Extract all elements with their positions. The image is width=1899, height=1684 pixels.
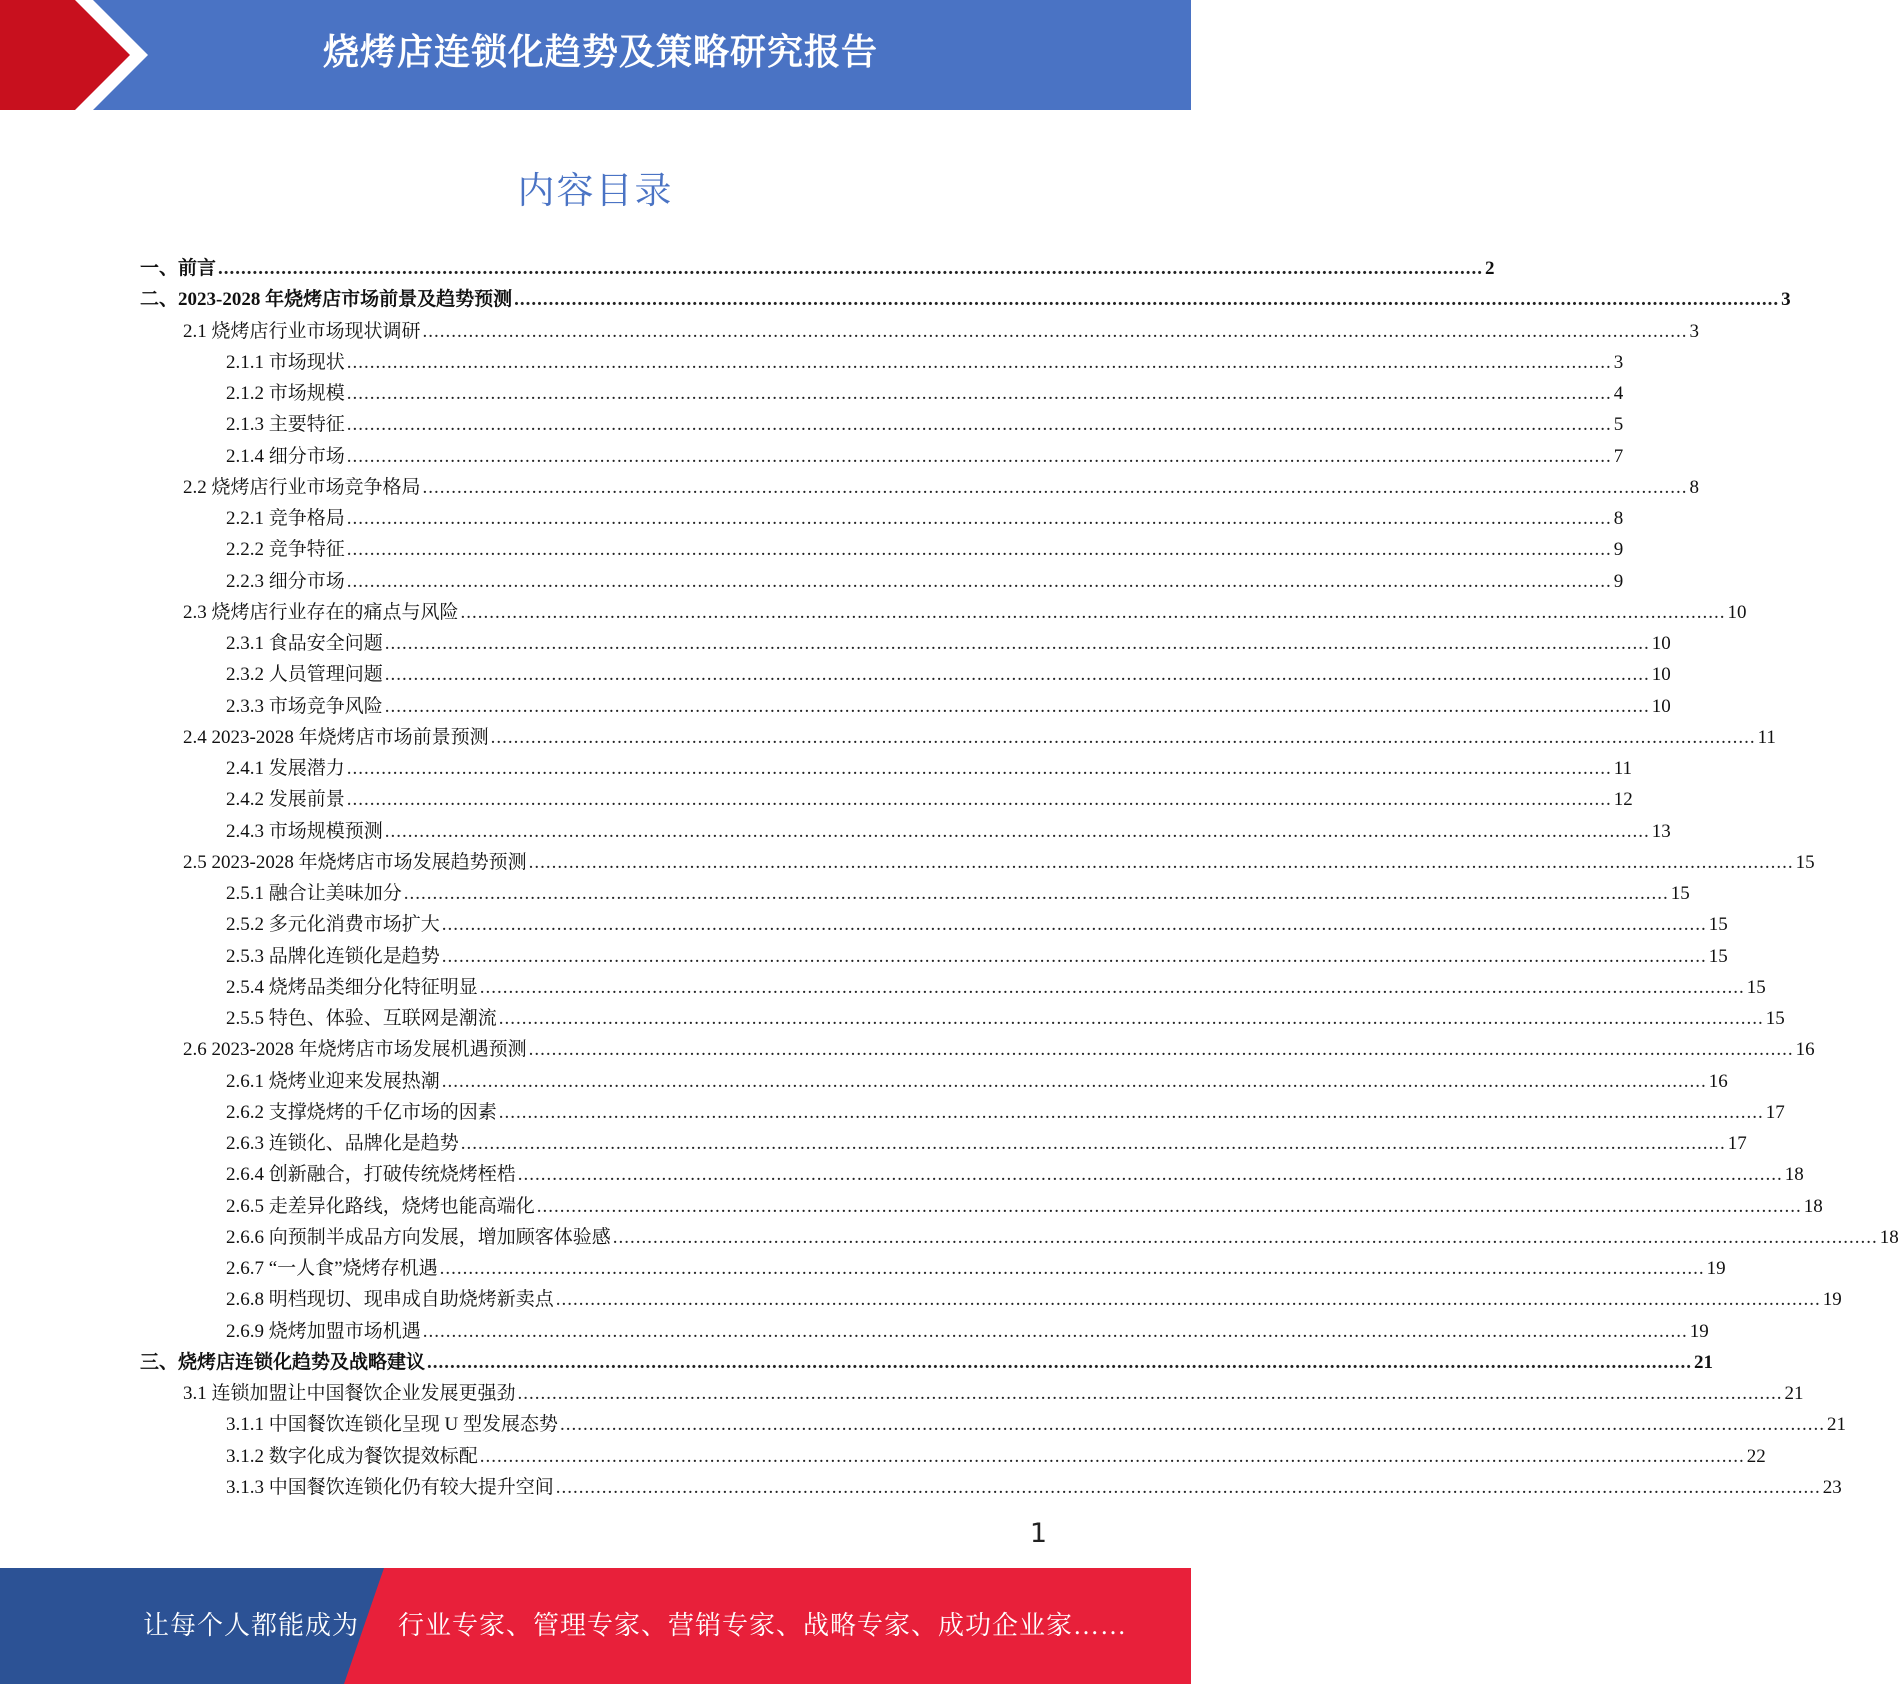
toc-dot-leader: ............................................................................................................................................................................................................................ <box>555 1476 1821 1498</box>
toc-entry-title: 2.6.2 支撑烧烤的千亿市场的因素 <box>226 1101 497 1123</box>
toc-dot-leader: ............................................................................................................................................................................................................................ <box>346 758 1612 779</box>
toc-entry[interactable] <box>140 1253 1726 1284</box>
toc-entry-page: 21 <box>1694 1351 1714 1373</box>
toc-dot-leader: ............................................................................................................................................................................................................................ <box>441 1070 1707 1092</box>
toc-entry[interactable] <box>140 534 1624 565</box>
toc-entry-page: 21 <box>1826 1414 1846 1436</box>
toc-entry-page: 11 <box>1613 758 1633 779</box>
toc-entry-page: 10 <box>1651 633 1671 654</box>
toc-entry-title: 2.5.1 融合让美味加分 <box>226 883 402 904</box>
toc-entry-page: 15 <box>1795 851 1815 873</box>
toc-entry-title: 2.2.3 细分市场 <box>226 570 345 592</box>
toc-entry-page: 9 <box>1613 570 1624 592</box>
toc-entry-page: 12 <box>1613 789 1633 811</box>
toc-entry-title: 2.4.3 市场规模预测 <box>226 820 383 842</box>
table-of-contents <box>140 253 1899 1503</box>
toc-entry-page: 18 <box>1879 1226 1899 1248</box>
toc-entry-page: 10 <box>1727 601 1747 623</box>
toc-entry[interactable] <box>140 1191 1823 1222</box>
toc-entry-title: 3.1 连锁加盟让中国餐饮企业发展更强劲 <box>183 1383 516 1404</box>
toc-entry-title: 2.4.1 发展潜力 <box>226 758 345 779</box>
toc-entry-title: 2.2.2 竞争特征 <box>226 539 345 561</box>
toc-entry-title: 2.1.1 市场现状 <box>226 351 345 373</box>
toc-entry[interactable] <box>140 847 1815 878</box>
toc-dot-leader: ............................................................................................................................................................................................................................ <box>479 976 1745 998</box>
toc-entry-page: 11 <box>1757 726 1776 748</box>
toc-dot-leader: ............................................................................................................................................................................................................................ <box>479 1445 1745 1467</box>
toc-entry-page: 18 <box>1803 1195 1823 1217</box>
toc-dot-leader: ............................................................................................................................................................................................................................ <box>460 601 1726 623</box>
page-footer <box>0 1568 1191 1684</box>
toc-entry-page: 3 <box>1613 351 1624 373</box>
page-number: 1 <box>1029 1518 1047 1549</box>
toc-entry-page: 10 <box>1651 695 1671 717</box>
toc-entry[interactable] <box>140 1316 1709 1347</box>
toc-entry[interactable] <box>140 753 1633 784</box>
toc-entry[interactable] <box>140 878 1690 909</box>
toc-entry[interactable] <box>140 566 1624 597</box>
toc-dot-leader: ............................................................................................................................................................................................................................ <box>218 258 1484 279</box>
toc-dot-leader: ............................................................................................................................................................................................................................ <box>490 726 1756 748</box>
toc-entry-title: 2.3.1 食品安全问题 <box>226 633 383 654</box>
toc-entry-title: 3.1.1 中国餐饮连锁化呈现 U 型发展态势 <box>226 1414 558 1436</box>
toc-entry-title: 2.3.3 市场竞争风险 <box>226 695 383 717</box>
toc-entry[interactable] <box>140 691 1671 722</box>
toc-entry-title: 2.3 烧烤店行业存在的痛点与风险 <box>183 601 459 623</box>
toc-entry-page: 3 <box>1781 289 1791 311</box>
toc-entry[interactable] <box>140 722 1776 753</box>
toc-entry-page: 13 <box>1651 820 1671 842</box>
toc-dot-leader: ............................................................................................................................................................................................................................ <box>422 1320 1688 1342</box>
report-title: 烧烤店连锁化趋势及策略研究报告 <box>322 32 878 73</box>
toc-entry-title: 2.6.3 连锁化、品牌化是趋势 <box>226 1133 459 1154</box>
toc-entry-title: 2.5.4 烧烤品类细分化特征明显 <box>226 976 478 998</box>
toc-entry-page: 17 <box>1727 1133 1747 1154</box>
toc-dot-leader: ............................................................................................................................................................................................................................ <box>460 1133 1726 1154</box>
toc-dot-leader: ............................................................................................................................................................................................................................ <box>384 695 1650 717</box>
toc-entry[interactable] <box>140 347 1624 378</box>
toc-dot-leader: ............................................................................................................................................................................................................................ <box>346 539 1612 561</box>
toc-entry[interactable] <box>140 1441 1766 1472</box>
toc-entry[interactable] <box>140 816 1671 847</box>
toc-entry[interactable] <box>140 503 1624 534</box>
toc-dot-leader: ............................................................................................................................................................................................................................ <box>403 883 1669 904</box>
toc-entry[interactable] <box>140 628 1671 659</box>
toc-entry-page: 5 <box>1613 414 1624 436</box>
toc-entry-page: 15 <box>1708 914 1728 936</box>
toc-entry-page: 15 <box>1746 976 1766 998</box>
toc-dot-leader: ............................................................................................................................................................................................................................ <box>346 383 1612 404</box>
toc-entry[interactable] <box>140 1159 1804 1190</box>
toc-entry[interactable] <box>140 1378 1804 1409</box>
toc-entry-title: 2.2.1 竞争格局 <box>226 508 345 529</box>
toc-entry-page: 9 <box>1613 539 1624 561</box>
toc-entry-title: 2.5.2 多元化消费市场扩大 <box>226 914 440 936</box>
toc-entry-title: 3.1.3 中国餐饮连锁化仍有较大提升空间 <box>226 1476 554 1498</box>
toc-entry-page: 19 <box>1706 1258 1726 1279</box>
toc-entry-title: 2.6.6 向预制半成品方向发展，增加顾客体验感 <box>226 1226 611 1248</box>
toc-entry-page: 3 <box>1689 320 1700 342</box>
toc-dot-leader: ............................................................................................................................................................................................................................ <box>384 633 1650 654</box>
toc-entry-page: 19 <box>1822 1289 1842 1311</box>
toc-entry-page: 2 <box>1485 258 1495 279</box>
toc-entry[interactable] <box>140 1284 1842 1315</box>
toc-entry[interactable] <box>140 409 1624 440</box>
toc-entry-title: 三、烧烤店连锁化趋势及战略建议 <box>140 1351 426 1373</box>
toc-dot-leader: ............................................................................................................................................................................................................................ <box>384 820 1650 842</box>
toc-entry[interactable] <box>140 472 1700 503</box>
toc-entry[interactable] <box>140 1003 1785 1034</box>
toc-entry-title: 2.6.5 走差异化路线，烧烤也能高端化 <box>226 1195 535 1217</box>
toc-dot-leader: ............................................................................................................................................................................................................................ <box>422 476 1688 498</box>
toc-entry-page: 15 <box>1708 945 1728 967</box>
toc-dot-leader: ............................................................................................................................................................................................................................ <box>346 508 1612 529</box>
page-header <box>0 0 1191 110</box>
toc-dot-leader: ............................................................................................................................................................................................................................ <box>439 1258 1705 1279</box>
toc-entry-title: 2.6.8 明档现切、现串成自助烧烤新卖点 <box>226 1289 554 1311</box>
toc-entry[interactable] <box>140 1347 1714 1378</box>
toc-dot-leader: ............................................................................................................................................................................................................................ <box>498 1008 1764 1029</box>
toc-dot-leader: ............................................................................................................................................................................................................................ <box>346 789 1612 811</box>
toc-entry-page: 16 <box>1795 1039 1815 1061</box>
toc-entry-title: 2.4 2023-2028 年烧烤店市场前景预测 <box>183 726 489 748</box>
toc-entry[interactable] <box>140 1472 1842 1503</box>
toc-dot-leader: ............................................................................................................................................................................................................................ <box>536 1195 1802 1217</box>
toc-entry-title: 2.6 2023-2028 年烧烤店市场发展机遇预测 <box>183 1039 527 1061</box>
toc-dot-leader: ............................................................................................................................................................................................................................ <box>514 289 1780 311</box>
toc-entry-title: 2.1 烧烤店行业市场现状调研 <box>183 320 421 342</box>
toc-dot-leader: ............................................................................................................................................................................................................................ <box>441 914 1707 936</box>
footer-slogan-left: 让每个人都能成为 <box>143 1611 360 1640</box>
toc-entry-title: 3.1.2 数字化成为餐饮提效标配 <box>226 1445 478 1467</box>
toc-entry[interactable] <box>140 659 1671 690</box>
toc-entry[interactable] <box>140 941 1728 972</box>
toc-dot-leader: ............................................................................................................................................................................................................................ <box>528 1039 1794 1061</box>
toc-entry-title: 2.1.2 市场规模 <box>226 383 345 404</box>
toc-entry-page: 19 <box>1689 1320 1709 1342</box>
toc-entry-page: 10 <box>1651 664 1671 686</box>
toc-dot-leader: ............................................................................................................................................................................................................................ <box>517 1164 1783 1186</box>
toc-entry-page: 8 <box>1689 476 1700 498</box>
toc-dot-leader: ............................................................................................................................................................................................................................ <box>555 1289 1821 1311</box>
toc-entry[interactable] <box>140 378 1624 409</box>
toc-entry-title: 二、2023-2028 年烧烤店市场前景及趋势预测 <box>140 289 513 311</box>
toc-entry-page: 17 <box>1765 1101 1785 1123</box>
toc-dot-leader: ............................................................................................................................................................................................................................ <box>612 1226 1878 1248</box>
toc-dot-leader: ............................................................................................................................................................................................................................ <box>427 1351 1693 1373</box>
toc-entry[interactable] <box>140 1034 1815 1065</box>
toc-dot-leader: ............................................................................................................................................................................................................................ <box>422 320 1688 342</box>
toc-dot-leader: ............................................................................................................................................................................................................................ <box>441 945 1707 967</box>
toc-entry-title: 2.1.4 细分市场 <box>226 445 345 467</box>
toc-entry-page: 18 <box>1784 1164 1804 1186</box>
toc-entry[interactable] <box>140 1409 1846 1440</box>
toc-entry-page: 7 <box>1613 445 1624 467</box>
toc-entry-page: 23 <box>1822 1476 1842 1498</box>
toc-entry[interactable] <box>140 1128 1747 1159</box>
toc-entry-page: 15 <box>1670 883 1690 904</box>
toc-dot-leader: ............................................................................................................................................................................................................................ <box>346 351 1612 373</box>
toc-entry-title: 2.2 烧烤店行业市场竞争格局 <box>183 476 421 498</box>
toc-dot-leader: ............................................................................................................................................................................................................................ <box>346 570 1612 592</box>
toc-dot-leader: ............................................................................................................................................................................................................................ <box>517 1383 1783 1404</box>
toc-entry-title: 2.5 2023-2028 年烧烤店市场发展趋势预测 <box>183 851 527 873</box>
toc-entry-title: 2.6.9 烧烤加盟市场机遇 <box>226 1320 421 1342</box>
toc-entry-page: 15 <box>1765 1008 1785 1029</box>
toc-entry[interactable] <box>140 441 1624 472</box>
toc-entry-title: 一、前言 <box>140 258 217 279</box>
toc-entry[interactable] <box>140 784 1633 815</box>
toc-entry-page: 21 <box>1784 1383 1804 1404</box>
toc-entry-title: 2.4.2 发展前景 <box>226 789 345 811</box>
toc-heading: 内容目录 <box>517 169 674 212</box>
toc-entry[interactable] <box>140 1222 1899 1253</box>
toc-entry-title: 2.5.3 品牌化连锁化是趋势 <box>226 945 440 967</box>
toc-dot-leader: ............................................................................................................................................................................................................................ <box>346 445 1612 467</box>
toc-entry[interactable] <box>140 972 1766 1003</box>
toc-entry-page: 4 <box>1613 383 1624 404</box>
toc-entry[interactable] <box>140 1066 1728 1097</box>
toc-entry[interactable] <box>140 253 1495 284</box>
toc-entry[interactable] <box>140 316 1700 347</box>
footer-slogan-right: 行业专家、管理专家、营销专家、战略专家、成功企业家…… <box>398 1611 1128 1640</box>
toc-entry[interactable] <box>140 597 1747 628</box>
toc-entry-title: 2.6.4 创新融合，打破传统烧烤桎梏 <box>226 1164 516 1186</box>
toc-dot-leader: ............................................................................................................................................................................................................................ <box>498 1101 1764 1123</box>
toc-entry-title: 2.3.2 人员管理问题 <box>226 664 383 686</box>
toc-dot-leader: ............................................................................................................................................................................................................................ <box>346 414 1612 436</box>
toc-dot-leader: ............................................................................................................................................................................................................................ <box>559 1414 1825 1436</box>
toc-entry-title: 2.6.1 烧烤业迎来发展热潮 <box>226 1070 440 1092</box>
toc-entry-title: 2.1.3 主要特征 <box>226 414 345 436</box>
toc-entry[interactable] <box>140 1097 1785 1128</box>
toc-entry-title: 2.5.5 特色、体验、互联网是潮流 <box>226 1008 497 1029</box>
toc-entry[interactable] <box>140 909 1728 940</box>
toc-entry-title: 2.6.7 “一人食”烧烤存机遇 <box>226 1258 438 1279</box>
toc-entry[interactable] <box>140 284 1791 315</box>
toc-dot-leader: ............................................................................................................................................................................................................................ <box>528 851 1794 873</box>
toc-entry-page: 16 <box>1708 1070 1728 1092</box>
toc-entry-page: 22 <box>1746 1445 1766 1467</box>
toc-dot-leader: ............................................................................................................................................................................................................................ <box>384 664 1650 686</box>
toc-entry-page: 8 <box>1613 508 1624 529</box>
